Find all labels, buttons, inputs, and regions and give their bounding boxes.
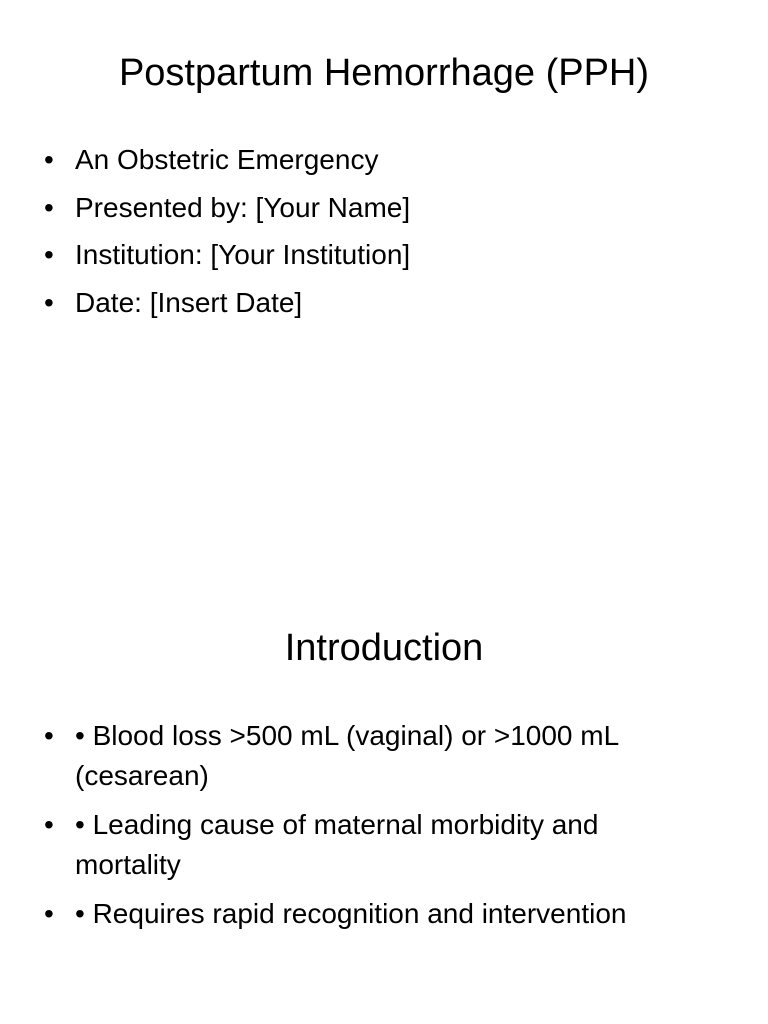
bullet-item <box>0 188 705 228</box>
bullet-icon: • <box>44 898 54 929</box>
bullet-text: • Blood loss >500 mL (vaginal) or >1000 mL (cesarean) <box>75 720 619 791</box>
bullet-text: • Leading cause of maternal morbidity and mortality <box>75 809 599 880</box>
bullet-list <box>0 140 705 330</box>
bullet-text: Institution: [Your Institution] <box>75 239 411 270</box>
bullet-item <box>0 894 705 934</box>
bullet-icon: • <box>44 720 54 751</box>
bullet-icon: • <box>44 809 54 840</box>
bullet-icon: • <box>44 191 54 223</box>
bullet-text: Date: [Insert Date] <box>75 286 303 318</box>
bullet-icon: • <box>44 239 54 270</box>
bullet-item <box>0 283 705 323</box>
slide-title: Postpartum Hemorrhage (PPH) <box>118 52 650 94</box>
bullet-icon: • <box>44 144 54 175</box>
bullet-item <box>0 235 705 275</box>
bullet-list <box>0 716 705 943</box>
slide-title: Introduction <box>284 627 484 669</box>
bullet-text: An Obstetric Emergency <box>75 144 379 175</box>
bullet-item <box>0 805 705 885</box>
bullet-icon: • <box>44 286 54 318</box>
bullet-text: Presented by: [Your Name] <box>75 191 411 223</box>
bullet-item <box>0 140 705 180</box>
bullet-item <box>0 716 705 796</box>
bullet-text: • Requires rapid recognition and intervention <box>75 898 627 929</box>
slide-introduction <box>0 576 768 1024</box>
